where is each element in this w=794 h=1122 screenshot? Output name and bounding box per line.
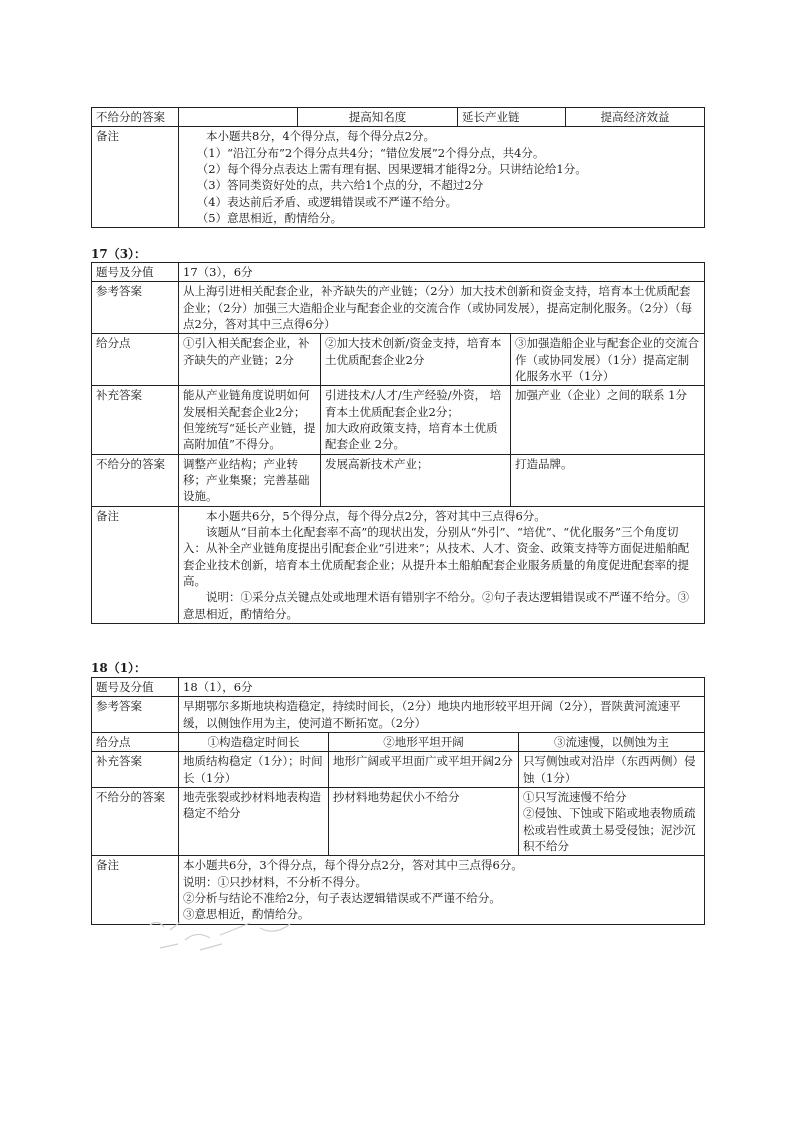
note-line: （5）意思相近，酌情给分。 xyxy=(196,210,343,225)
cell: 抄材料地势起伏小不给分 xyxy=(329,787,519,855)
row-label: 参考答案 xyxy=(92,282,179,334)
cell: 发展高新技术产业； xyxy=(321,454,511,506)
note-line: 本小题共6分，3个得分点，每个得分点2分，答对其中三点得6分。 xyxy=(183,858,523,873)
cell: 能从产业链角度说明如何发展相关配套企业2分；但笼统写“延长产业链，提高附加值”不得分。 xyxy=(179,386,321,454)
cell-line: 引进技术/人才/生产经验/外资， 培育本土优质配套企业2分； xyxy=(325,388,502,419)
cell: ②加大技术创新/资金支持，培育本土优质配套企业2分 xyxy=(321,334,511,386)
row-label: 备注 xyxy=(92,856,179,924)
table-row xyxy=(92,697,705,733)
row-label: 备注 xyxy=(92,127,179,228)
note-paragraph: 该题从“目前本土化配套率不高”的现状出发，分别从“外引”、“培优”、“优化服务”三个角度切入：从补全产业链角度提出引配套企业“引进来”；从技术、人才、资金、政策支持等方面促进船舶配套企业技术创新，培育本土优质配套企业；从提升本土船舶配套企业服务质量的角度促进配套率的提高。 xyxy=(183,524,690,588)
table-17-3 xyxy=(91,262,705,624)
note-line: ③意思相近，酌情给分。 xyxy=(183,907,310,922)
cell: ③流速慢，以侧蚀为主 xyxy=(519,732,705,751)
note-cell xyxy=(179,127,705,228)
cell: 调整产业结构；产业转移；产业集聚；完善基础设施。 xyxy=(179,454,321,506)
cell: 只写侧蚀或对沿岸（东西两侧）侵蚀（1分） xyxy=(519,752,705,788)
cell: 地质结构稳定（1分）；时间长（1分） xyxy=(179,752,329,788)
cell: 加强产业（企业）之间的联系 1分 xyxy=(511,386,705,454)
row-label: 不给分的答案 xyxy=(92,787,179,855)
table-row xyxy=(92,334,705,386)
table-row xyxy=(92,787,705,855)
cell xyxy=(321,386,511,454)
row-label: 补充答案 xyxy=(92,386,179,454)
cell: 地形广阔或平坦面广或平坦开阔2分 xyxy=(329,752,519,788)
note-line: 说明：①只抄材料，不分析不得分。 xyxy=(183,874,367,889)
table-row xyxy=(92,732,705,751)
cell xyxy=(179,108,298,127)
row-label: 不给分的答案 xyxy=(92,454,179,506)
note-line: （4）表达前后矛盾、或逻辑错误或不严谨不给分。 xyxy=(196,194,458,209)
note-cell xyxy=(179,506,705,623)
row-label: 备注 xyxy=(92,506,179,623)
cell: 提高经济效益 xyxy=(566,108,705,127)
row-label: 题号及分值 xyxy=(92,263,179,282)
note-line: 本小题共6分，5个得分点，每个得分点2分，答对其中三点得6分。 xyxy=(206,508,546,523)
table-17-2-continued xyxy=(91,107,705,228)
cell-line: ①只写流速慢不给分 xyxy=(523,789,627,804)
row-label: 题号及分值 xyxy=(92,678,179,697)
cell: 17（3），6分 xyxy=(179,263,705,282)
note-line: （3）答同类资好处的点，共六给1个点的分，不超过2分 xyxy=(196,178,484,193)
table-row xyxy=(92,454,705,506)
cell: ③加强造船企业与配套企业的交流合作（或协同发展）（1分）提高定制化服务水平（1分） xyxy=(511,334,705,386)
table-row xyxy=(92,263,705,282)
cell: ①引入相关配套企业，补齐缺失的产业链；2分 xyxy=(179,334,321,386)
table-row xyxy=(92,127,705,228)
cell: ①构造稳定时间长 xyxy=(179,732,329,751)
cell: 提高知名度 xyxy=(298,108,458,127)
cell-line: 加大政府政策支持，培育本土优质配套企业 2分。 xyxy=(325,420,498,452)
table-18-1 xyxy=(91,677,705,925)
table-row xyxy=(92,506,705,623)
row-label: 给分点 xyxy=(92,334,179,386)
row-label: 给分点 xyxy=(92,732,179,751)
table-row xyxy=(92,752,705,788)
note-paragraph: 说明：①采分点关键点处或地理术语有错别字不给分。②句子表达逻辑错误或不严谨不给分。③意思相近，酌情给分。 xyxy=(183,590,689,621)
note-line: （1）“沿江分布”2个得分点共4分；“错位发展”2个得分点，共4分。 xyxy=(196,145,545,160)
note-line: ②分析与结论不准给2分，句子表达逻辑错误或不严谨不给分。 xyxy=(183,890,501,905)
table-row xyxy=(92,678,705,697)
note-line: （2）每个得分点表达上需有理有据、因果逻辑才能得2分。只讲结论给1分。 xyxy=(196,161,587,176)
cell: 延长产业链 xyxy=(458,108,566,127)
row-label: 补充答案 xyxy=(92,752,179,788)
cell-line: ②侵蚀、下蚀或下陷或地表物质疏松或岩性或黄土易受侵蚀；泥沙沉积不给分 xyxy=(523,806,696,853)
section-title-17-3: 17（3）： xyxy=(91,247,147,261)
table-row xyxy=(92,108,705,127)
note-line: 本小题共8分，4个得分点，每个得分点2分。 xyxy=(206,129,435,144)
section-title-18-1: 18（1）： xyxy=(91,661,147,675)
cell: 打造品牌。 xyxy=(511,454,705,506)
table-row xyxy=(92,386,705,454)
cell: 地壳张裂或抄材料地表构造稳定不给分 xyxy=(179,787,329,855)
cell xyxy=(519,787,705,855)
cell: 从上海引进相关配套企业，补齐缺失的产业链；（2分）加大技术创新和资金支持，培育本土优质配套企业；（2分）加强三大造船企业与配套企业的交流合作（或协同发展），提高定制化服务。（2分）（每点2分，答对其中三点得6分） xyxy=(179,282,705,334)
row-label: 不给分的答案 xyxy=(92,108,179,127)
cell: 早期鄂尔多斯地块构造稳定，持续时间长，（2分）地块内地形较平坦开阔（2分），晋陕黄河流速平缓，以侧蚀作用为主，使河道不断拓宽。（2分） xyxy=(179,697,705,733)
cell: ②地形平坦开阔 xyxy=(329,732,519,751)
faint-stamp-marks xyxy=(140,900,340,960)
row-label: 参考答案 xyxy=(92,697,179,733)
cell: 18（1），6分 xyxy=(179,678,705,697)
table-row xyxy=(92,282,705,334)
